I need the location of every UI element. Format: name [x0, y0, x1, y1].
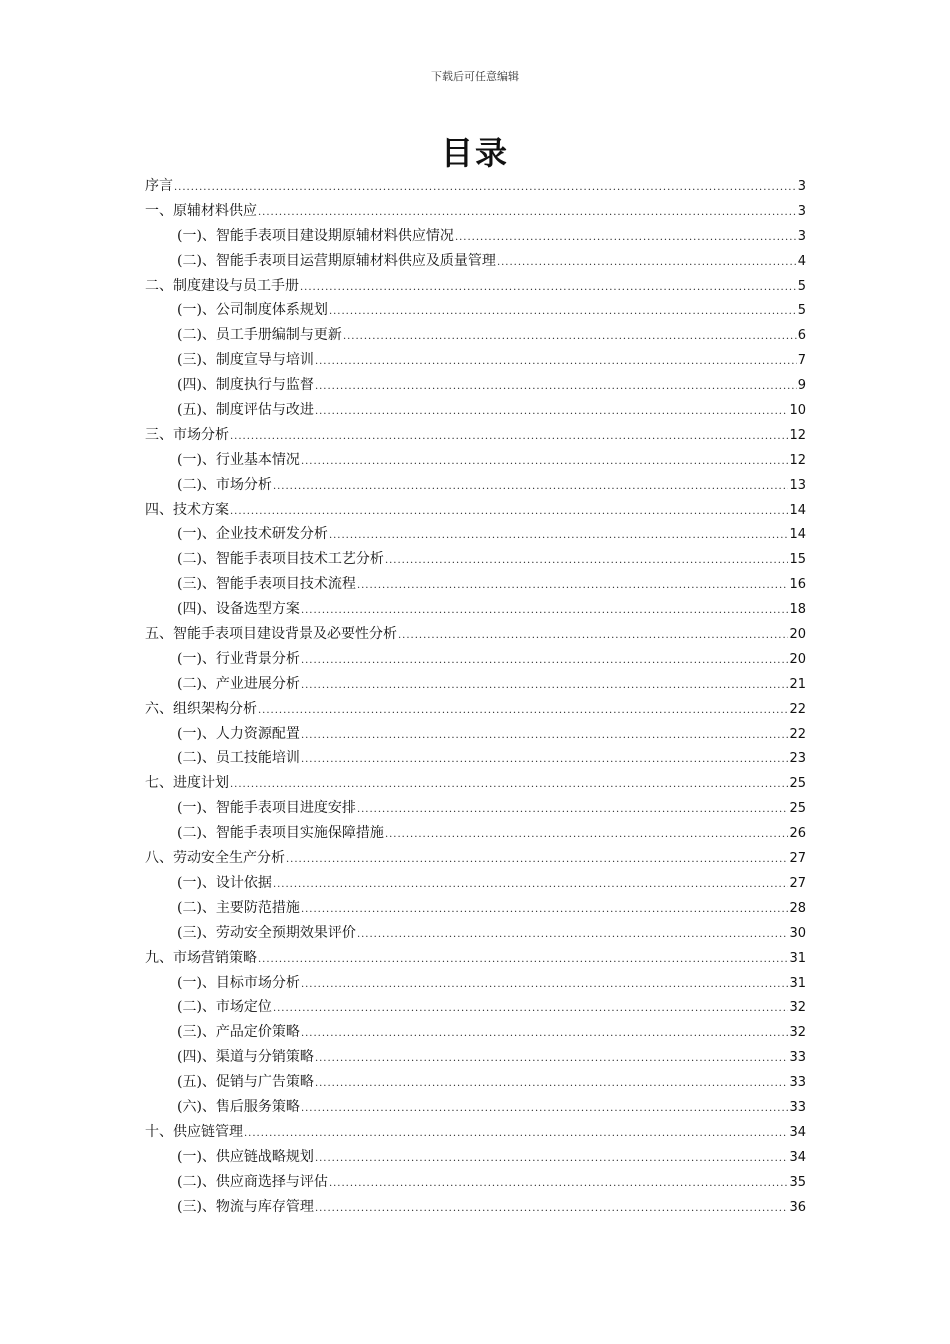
- toc-entry-page-number: 35: [789, 1174, 806, 1190]
- toc-entry[interactable]: [145, 1170, 806, 1195]
- toc-entry-page-number: 7: [797, 353, 806, 369]
- toc-entry-label: (二)、员工手册编制与更新: [177, 327, 342, 344]
- toc-entry-label: (六)、售后服务策略: [177, 1098, 300, 1115]
- toc-entry-label: 七、进度计划: [145, 775, 229, 792]
- toc-entry-page-number: 20: [789, 627, 806, 643]
- toc-dot-leader: [301, 649, 789, 674]
- toc-dot-leader: [230, 773, 788, 798]
- toc-entry-page-number: 34: [789, 1124, 806, 1140]
- toc-entry-label: (二)、员工技能培训: [177, 750, 300, 767]
- toc-entry[interactable]: [145, 473, 806, 498]
- toc-entry-page-number: 14: [789, 502, 806, 518]
- toc-entry[interactable]: [145, 622, 806, 647]
- toc-entry-label: (四)、渠道与分销策略: [177, 1049, 314, 1066]
- toc-entry-label: (一)、智能手表项目建设期原辅材料供应情况: [177, 227, 454, 244]
- toc-entry-label: (三)、智能手表项目技术流程: [177, 576, 356, 593]
- toc-dot-leader: [329, 300, 797, 325]
- toc-entry-label: 九、市场营销策略: [145, 949, 257, 966]
- toc-dot-leader: [273, 997, 789, 1022]
- toc-dot-leader: [329, 1172, 789, 1197]
- toc-entry-page-number: 5: [797, 303, 806, 319]
- toc-entry-label: 八、劳动安全生产分析: [145, 850, 285, 867]
- toc-entry-label: (三)、物流与库存管理: [177, 1198, 314, 1215]
- toc-entry[interactable]: [145, 1070, 806, 1095]
- toc-entry-label: (一)、供应链战略规划: [177, 1148, 314, 1165]
- toc-dot-leader: [258, 948, 788, 973]
- toc-entry[interactable]: [145, 971, 806, 996]
- toc-entry[interactable]: [145, 746, 806, 771]
- toc-dot-leader: [357, 574, 789, 599]
- toc-entry[interactable]: [145, 498, 806, 523]
- toc-dot-leader: [315, 1147, 789, 1172]
- toc-entry[interactable]: [145, 896, 806, 921]
- toc-entry-page-number: 25: [789, 801, 806, 817]
- toc-entry[interactable]: [145, 921, 806, 946]
- toc-entry-page-number: 3: [797, 228, 806, 244]
- toc-entry[interactable]: [145, 697, 806, 722]
- toc-dot-leader: [315, 375, 797, 400]
- toc-entry-page-number: 22: [789, 726, 806, 742]
- toc-entry-label: (二)、智能手表项目实施保障措施: [177, 825, 384, 842]
- toc-entry-label: 五、智能手表项目建设背景及必要性分析: [145, 626, 397, 643]
- toc-entry[interactable]: [145, 298, 806, 323]
- toc-entry[interactable]: [145, 348, 806, 373]
- toc-entry-page-number: 3: [797, 179, 806, 194]
- toc-entry-page-number: 5: [797, 278, 806, 294]
- toc-entry-label: 十、供应链管理: [145, 1123, 243, 1140]
- toc-entry-label: (三)、劳动安全预期效果评价: [177, 924, 356, 941]
- toc-dot-leader: [385, 823, 789, 848]
- toc-dot-leader: [315, 400, 789, 425]
- toc-entry[interactable]: [145, 547, 806, 572]
- toc-entry-page-number: 18: [789, 602, 806, 618]
- toc-entry-label: 六、组织架构分析: [145, 700, 257, 717]
- toc-dot-leader: [357, 923, 789, 948]
- toc-dot-leader: [497, 251, 797, 276]
- toc-dot-leader: [315, 1197, 789, 1222]
- toc-dot-leader: [301, 674, 789, 699]
- toc-dot-leader: [357, 798, 789, 823]
- toc-dot-leader: [455, 226, 797, 251]
- toc-entry-label: (二)、主要防范措施: [177, 899, 300, 916]
- toc-entry-page-number: 15: [789, 552, 806, 568]
- toc-dot-leader: [301, 1097, 789, 1122]
- toc-entry-label: 一、原辅材料供应: [145, 202, 257, 219]
- toc-entry[interactable]: [145, 995, 806, 1020]
- toc-dot-leader: [315, 1047, 789, 1072]
- toc-entry[interactable]: [145, 1020, 806, 1045]
- toc-entry-label: (一)、设计依据: [177, 874, 272, 891]
- toc-entry-label: 四、技术方案: [145, 501, 229, 518]
- toc-entry[interactable]: [145, 274, 806, 299]
- toc-entry-page-number: 34: [789, 1149, 806, 1165]
- toc-entry-label: (一)、目标市场分析: [177, 974, 300, 991]
- toc-entry-page-number: 32: [789, 1000, 806, 1016]
- toc-entry-label: (三)、制度宣导与培训: [177, 352, 314, 369]
- toc-entry-label: (四)、制度执行与监督: [177, 377, 314, 394]
- toc-entry[interactable]: [145, 1095, 806, 1120]
- toc-entry-page-number: 26: [789, 826, 806, 842]
- toc-entry[interactable]: [145, 946, 806, 971]
- toc-entry-label: 序言: [145, 178, 173, 194]
- toc-dot-leader: [300, 276, 797, 301]
- toc-entry-page-number: 6: [797, 328, 806, 344]
- toc-dot-leader: [258, 699, 788, 724]
- toc-entry-page-number: 31: [789, 950, 806, 966]
- toc-entry[interactable]: [145, 398, 806, 423]
- toc-entry-page-number: 10: [789, 403, 806, 419]
- toc-entry-page-number: 20: [789, 651, 806, 667]
- toc-entry[interactable]: [145, 1145, 806, 1170]
- toc-entry-page-number: 13: [789, 477, 806, 493]
- toc-entry[interactable]: [145, 1120, 806, 1145]
- toc-dot-leader: [385, 549, 789, 574]
- toc-entry[interactable]: [145, 1195, 806, 1220]
- toc-dot-leader: [315, 1072, 789, 1097]
- toc-entry-page-number: 23: [789, 751, 806, 767]
- toc-entry[interactable]: [145, 224, 806, 249]
- toc-entry-label: 二、制度建设与员工手册: [145, 277, 299, 294]
- toc-dot-leader: [230, 500, 788, 525]
- toc-entry-label: (三)、产品定价策略: [177, 1024, 300, 1041]
- toc-entry-page-number: 32: [789, 1025, 806, 1041]
- toc-entry[interactable]: [145, 846, 806, 871]
- toc-entry[interactable]: [145, 597, 806, 622]
- toc-entry[interactable]: [145, 174, 806, 199]
- toc-entry-label: (一)、行业基本情况: [177, 451, 300, 468]
- toc-entry-page-number: 31: [789, 975, 806, 991]
- toc-entry-page-number: 33: [789, 1050, 806, 1066]
- toc-entry-page-number: 21: [789, 676, 806, 692]
- toc-entry-page-number: 12: [789, 427, 806, 443]
- toc-entry-page-number: 12: [789, 452, 806, 468]
- toc-entry[interactable]: [145, 448, 806, 473]
- toc-entry-label: (二)、智能手表项目运营期原辅材料供应及质量管理: [177, 252, 496, 269]
- toc-entry[interactable]: [145, 821, 806, 846]
- toc-entry-page-number: 33: [789, 1075, 806, 1091]
- toc-dot-leader: [230, 425, 788, 450]
- toc-entry-label: 三、市场分析: [145, 426, 229, 443]
- toc-entry-page-number: 33: [789, 1099, 806, 1115]
- toc-entry-label: (五)、促销与广告策略: [177, 1074, 314, 1091]
- toc-entry-label: (五)、制度评估与改进: [177, 402, 314, 419]
- toc-dot-leader: [398, 624, 788, 649]
- toc-dot-leader: [273, 475, 789, 500]
- toc-entry[interactable]: [145, 1045, 806, 1070]
- toc-entry[interactable]: [145, 423, 806, 448]
- table-of-contents: [145, 174, 806, 1219]
- toc-dot-leader: [301, 1022, 789, 1047]
- toc-dot-leader: [273, 873, 789, 898]
- toc-entry[interactable]: [145, 522, 806, 547]
- page-header: 下载后可任意编辑: [431, 70, 519, 83]
- toc-dot-leader: [174, 176, 797, 201]
- toc-entry-page-number: 36: [789, 1199, 806, 1215]
- toc-entry-page-number: 22: [789, 701, 806, 717]
- toc-entry[interactable]: [145, 672, 806, 697]
- toc-entry-page-number: 27: [789, 875, 806, 891]
- toc-entry-label: (一)、人力资源配置: [177, 725, 300, 742]
- toc-entry-label: (二)、市场分析: [177, 476, 272, 493]
- toc-entry[interactable]: [145, 323, 806, 348]
- toc-entry[interactable]: [145, 722, 806, 747]
- toc-entry-label: (一)、企业技术研发分析: [177, 526, 328, 543]
- toc-entry-label: (二)、供应商选择与评估: [177, 1173, 328, 1190]
- toc-entry[interactable]: [145, 796, 806, 821]
- toc-dot-leader: [301, 748, 789, 773]
- toc-entry-page-number: 3: [797, 203, 806, 219]
- toc-entry-label: (二)、市场定位: [177, 999, 272, 1016]
- toc-dot-leader: [315, 350, 797, 375]
- toc-entry[interactable]: [145, 871, 806, 896]
- toc-entry-page-number: 28: [789, 900, 806, 916]
- toc-dot-leader: [301, 898, 789, 923]
- toc-entry[interactable]: [145, 771, 806, 796]
- toc-entry-label: (一)、行业背景分析: [177, 650, 300, 667]
- toc-dot-leader: [244, 1122, 788, 1147]
- toc-entry[interactable]: [145, 572, 806, 597]
- toc-dot-leader: [301, 450, 789, 475]
- toc-entry-page-number: 30: [789, 925, 806, 941]
- toc-entry[interactable]: [145, 647, 806, 672]
- toc-entry-label: (四)、设备选型方案: [177, 601, 300, 618]
- toc-entry[interactable]: [145, 373, 806, 398]
- toc-title: 目录: [440, 134, 509, 172]
- toc-entry-label: (一)、智能手表项目进度安排: [177, 800, 356, 817]
- toc-entry[interactable]: [145, 249, 806, 274]
- toc-dot-leader: [301, 724, 789, 749]
- toc-entry-page-number: 4: [797, 253, 806, 269]
- toc-dot-leader: [258, 201, 797, 226]
- toc-entry-label: (二)、产业进展分析: [177, 675, 300, 692]
- toc-dot-leader: [286, 848, 788, 873]
- toc-entry-page-number: 27: [789, 851, 806, 867]
- toc-dot-leader: [343, 325, 797, 350]
- toc-dot-leader: [301, 599, 789, 624]
- toc-entry-label: (二)、智能手表项目技术工艺分析: [177, 551, 384, 568]
- toc-dot-leader: [329, 524, 789, 549]
- toc-entry[interactable]: [145, 199, 806, 224]
- toc-entry-page-number: 9: [797, 378, 806, 394]
- toc-entry-label: (一)、公司制度体系规划: [177, 302, 328, 319]
- toc-entry-page-number: 16: [789, 577, 806, 593]
- toc-entry-page-number: 14: [789, 527, 806, 543]
- toc-dot-leader: [301, 973, 789, 998]
- toc-entry-page-number: 25: [789, 776, 806, 792]
